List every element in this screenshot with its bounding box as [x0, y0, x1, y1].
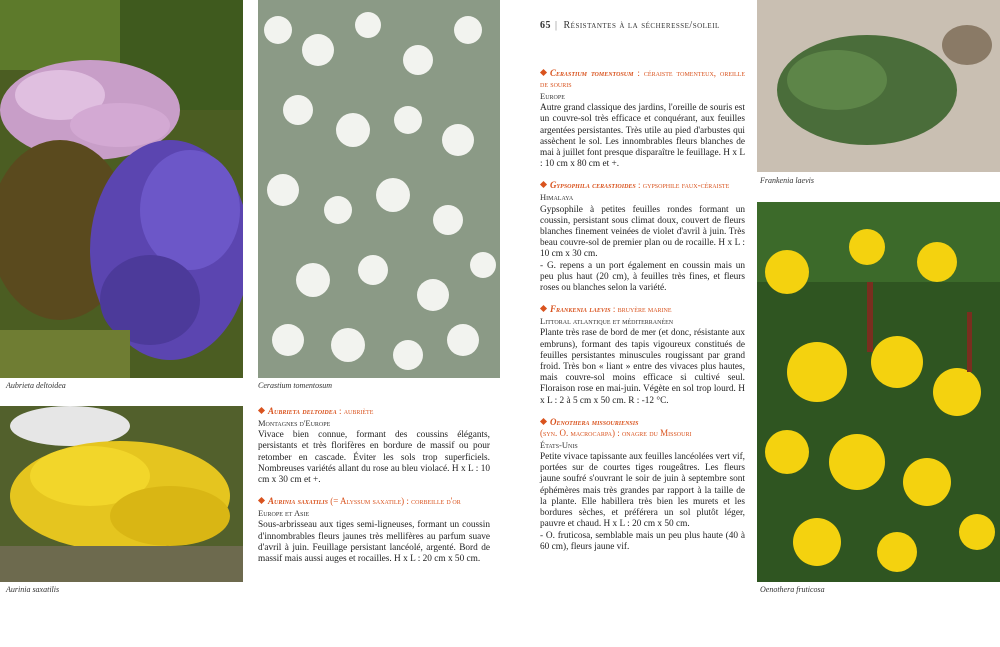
latin-name: Frankenia laevis — [550, 304, 611, 315]
caption-aubrieta: Aubrieta deltoidea — [6, 381, 66, 390]
entry-aurinia — [258, 496, 490, 565]
diamond-bullet-icon — [258, 497, 265, 504]
entry-origin: Europe et Asie — [258, 508, 310, 519]
photo-frankenia — [757, 0, 1000, 172]
entry-note: - G. repens a un port également en coussin mais un peu plus haut (20 cm), à feuilles très fines, et fleurs roses ou blanches selon la variété. — [540, 260, 745, 294]
photo-aubrieta — [0, 0, 243, 378]
caption-cerastium: Cerastium tomentosum — [258, 381, 332, 390]
common-name: (= Alyssum saxatile) : corbeille d'or — [327, 496, 461, 507]
photo-oenothera — [757, 202, 1000, 582]
entry-title — [540, 417, 745, 439]
diamond-bullet-icon — [258, 407, 265, 414]
latin-name: Gypsophila cerastioides — [550, 180, 636, 191]
text-column-right — [540, 68, 745, 563]
entry-body: Vivace bien connue, formant des coussins élégants, persistants et très florifères en bordure de massif ou pour retomber en cascade. Éviter les sols trop superficiels. Nombreuses variétés allant du rose au bleu violacé. H x L : 10 cm x 30 cm et +. — [258, 430, 490, 486]
latin-name: Cerastium tomentosum — [550, 68, 634, 78]
entry-oenothera — [540, 417, 745, 553]
latin-name: Aubrieta deltoidea — [268, 406, 337, 416]
entry-origin: États-Unis — [540, 439, 578, 450]
entry-note: - O. fruticosa, semblable mais un peu plus haute (40 à 60 cm), fleurs jaune vif. — [540, 530, 745, 552]
caption-aurinia: Aurinia saxatilis — [6, 585, 60, 594]
common-name: : gypsophile faux-céraiste — [635, 180, 730, 191]
diamond-bullet-icon — [540, 305, 547, 312]
entry-title — [258, 406, 490, 417]
entry-frankenia — [540, 304, 745, 407]
entry-origin: Littoral atlantique et méditerranéen — [540, 316, 674, 327]
caption-frankenia: Frankenia laevis — [760, 176, 814, 185]
entry-title — [540, 68, 745, 90]
header-separator: | — [555, 20, 558, 31]
common-name: : aubriète — [336, 406, 374, 416]
common-name: : céraiste tomenteux, oreille de souris — [540, 68, 745, 89]
entry-origin: Europe — [540, 91, 565, 101]
caption-oenothera: Oenothera fruticosa — [760, 585, 825, 594]
latin-name: Aurinia saxatilis — [268, 496, 328, 507]
entry-body: Plante très rase de bord de mer (et donc, résistante aux embruns), formant des tapis vigoureux constitués de feuilles persistantes minuscules rougissant par grand froid. Très bon « liant » entre des vivaces plus hautes, mais couvre-sol moins efficace si cultivé seul. Floraison rose en mai-juin. Végète en sol trop lourd. H x L : 2 à 5 cm x 50 cm. R : -12 °C. — [540, 328, 745, 406]
entry-body: Gypsophile à petites feuilles rondes formant un coussin, persistant sous climat doux, couvert de fleurs blanches finement veinées de violet d'avril à juin. Très beau couvre-sol de premier plan ou de rocaille. H x L : 10 cm x 30 cm. — [540, 204, 745, 260]
diamond-bullet-icon — [540, 418, 547, 425]
photo-aurinia — [0, 406, 243, 582]
entry-body: Autre grand classique des jardins, l'oreille de souris est un couvre-sol très efficace et conquérant, aux feuilles argentées persistantes. Très utile au pied d'arbustes qui assèchent le sol. Les innombrables fleurs blanches de mai à juillet font presque disparaître le feuillage. H x L : 10 cm x 80 cm et +. — [540, 103, 745, 170]
entry-title — [540, 180, 745, 191]
entry-gypsophila — [540, 180, 745, 294]
text-column-left — [258, 406, 490, 575]
page-number: 65 — [540, 20, 551, 31]
entry-body: Petite vivace tapissante aux feuilles lancéolées vert vif, portées sur de courtes tiges rougeâtres. Les fleurs jaune soufré s'ouvrant le soir de juin à septembre sont éphémères mais très grandes par rapport à la taille de la plante. Elle habillera très bien les murets et les bordures sèches, et préférera un sol plutôt léger, pauvre et chaud. H x L : 20 cm x 50 cm. — [540, 452, 745, 530]
entry-origin: Montagnes d'Europe — [258, 418, 331, 428]
diamond-bullet-icon — [540, 181, 547, 188]
diamond-bullet-icon — [540, 69, 547, 76]
common-name: (syn. O. macrocarpa) : onagre du Missouri — [540, 427, 692, 438]
running-header — [540, 20, 720, 31]
entry-title — [258, 496, 490, 507]
entry-cerastium — [540, 68, 745, 170]
common-name: : bruyère marine — [610, 304, 672, 315]
entry-aubrieta — [258, 406, 490, 486]
latin-name: Oenothera missouriensis — [550, 416, 639, 427]
entry-body: Sous-arbrisseau aux tiges semi-ligneuses, formant un coussin d'innombrables fleurs jaunes très mellifères au parfum suave d'avril à juin. Feuillage persistant lancéolé, argenté. Bord de massif mais aussi auges et rocailles. H x L : 20 cm x 50 cm. — [258, 520, 490, 565]
entry-origin: Himalaya — [540, 192, 574, 203]
photo-cerastium — [258, 0, 500, 378]
header-title: Résistantes à la sécheresse/soleil — [563, 20, 720, 31]
entry-title — [540, 304, 745, 315]
